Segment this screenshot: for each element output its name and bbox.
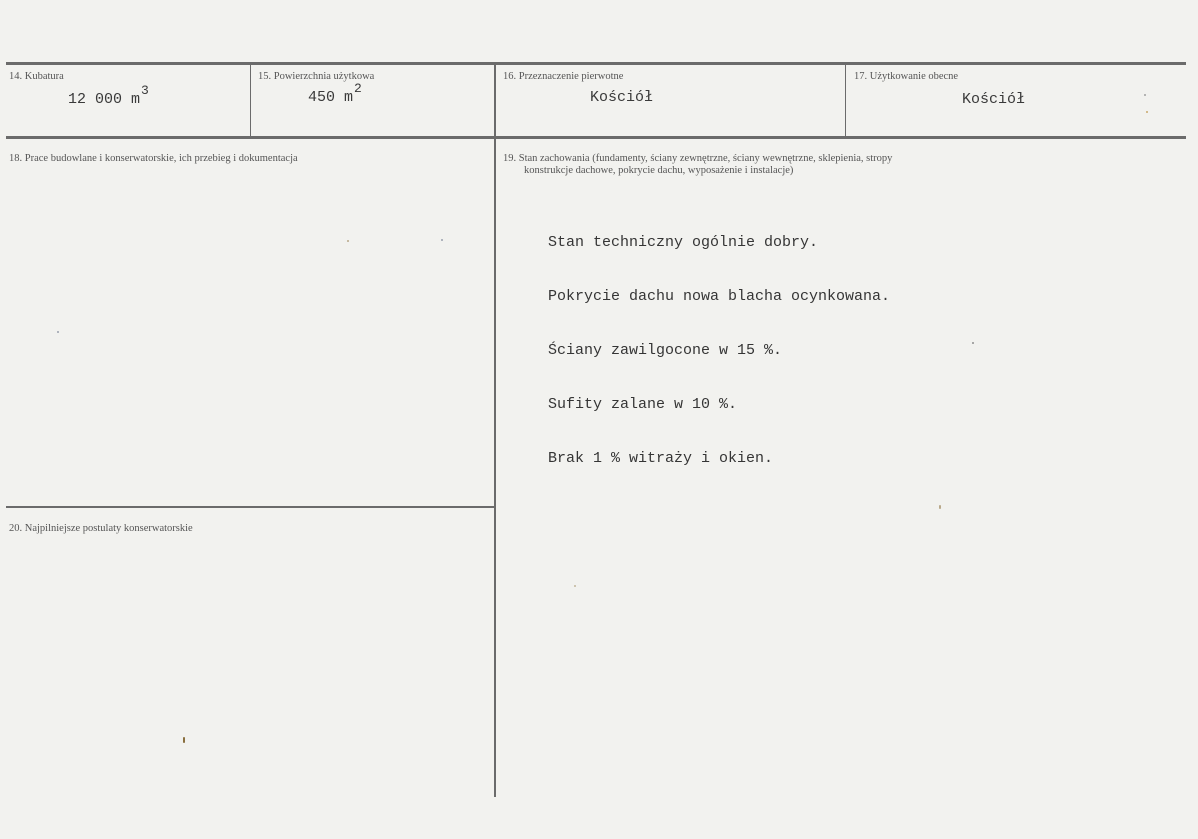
paper-speck (1146, 111, 1148, 113)
field-19-label-line1: 19. Stan zachowania (fundamenty, ściany zewnętrzne, ściany wewnętrzne, sklepienia, stropy (503, 153, 893, 164)
field-17-value: Kościół (962, 91, 1026, 108)
field-15-value (308, 81, 362, 106)
paper-speck (57, 331, 59, 333)
field-14-exponent: 3 (141, 83, 149, 98)
field-16-value: Kościół (590, 89, 654, 106)
row-divider-rule (6, 136, 1186, 139)
field-19-line: Brak 1 % witraży i okien. (548, 450, 774, 467)
col-divider-14-15 (250, 65, 251, 137)
section-18-20-divider (6, 506, 494, 508)
field-15-number: 450 m (308, 89, 354, 106)
paper-speck (1144, 94, 1146, 96)
field-20-label: 20. Najpilniejsze postulaty konserwatorskie (9, 523, 193, 534)
col-divider-main (494, 65, 496, 797)
field-19-label-line2: konstrukcje dachowe, pokrycie dachu, wyposażenie i instalacje) (524, 165, 794, 176)
top-rule (6, 62, 1186, 65)
field-19-notes (548, 198, 890, 504)
paper-speck (939, 505, 941, 509)
field-19-line: Stan techniczny ogólnie dobry. (548, 234, 819, 251)
field-14-label: 14. Kubatura (9, 71, 64, 82)
field-19-line: Sufity zalane w 10 %. (548, 396, 738, 413)
paper-speck (972, 342, 974, 344)
field-15-exponent: 2 (354, 81, 362, 96)
paper-speck (183, 737, 185, 743)
paper-speck (347, 240, 349, 242)
field-14-number: 12 000 m (68, 91, 141, 108)
paper-speck (574, 585, 576, 587)
field-14-value (68, 83, 149, 108)
field-15-label: 15. Powierzchnia użytkowa (258, 71, 375, 82)
field-19-line: Pokrycie dachu nowa blacha ocynkowana. (548, 288, 891, 305)
col-divider-16-17 (845, 65, 846, 137)
field-18-label: 18. Prace budowlane i konserwatorskie, ich przebieg i dokumentacja (9, 153, 298, 164)
paper-speck (441, 239, 443, 241)
field-16-label: 16. Przeznaczenie pierwotne (503, 71, 624, 82)
field-19-line: Ściany zawilgocone w 15 %. (548, 342, 783, 359)
field-17-label: 17. Użytkowanie obecne (854, 71, 959, 82)
